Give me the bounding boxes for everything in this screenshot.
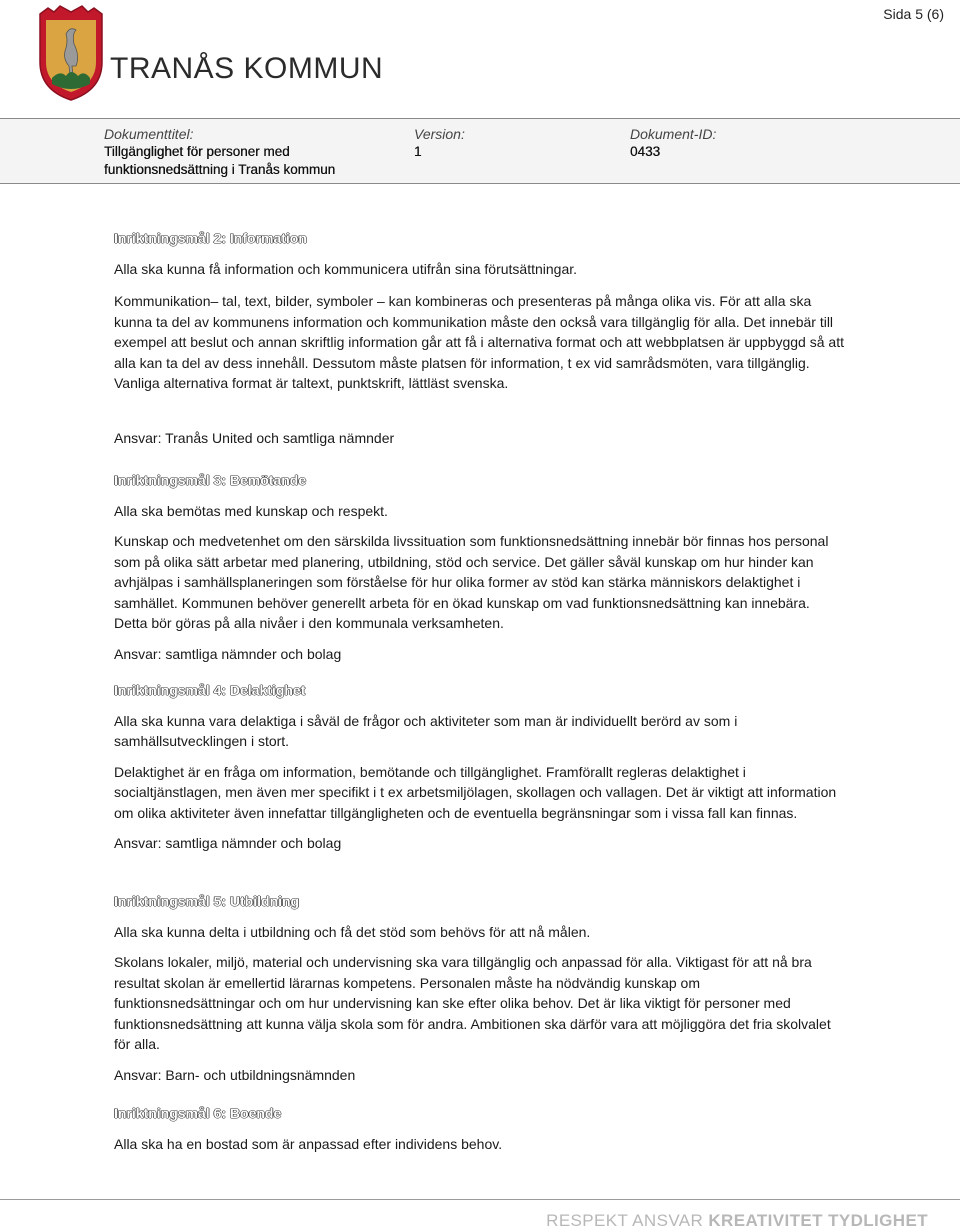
responsible-line: Ansvar: Barn- och utbildningsnämnden bbox=[114, 1066, 356, 1083]
section-4 bbox=[114, 680, 844, 854]
meta-title-block bbox=[104, 125, 404, 179]
section-heading: Inriktningsmål 2: Information bbox=[114, 230, 307, 246]
meta-id-value: 0433 bbox=[630, 144, 661, 159]
meta-version-value: 1 bbox=[414, 144, 422, 159]
paragraph: Skolans lokaler, miljö, material och undervisning ska vara tillgänglig och anpassad för alla. Viktigast för att nå bra resultat skolan är emellertid lärarnas kompetens. Personalen måste ha nödvändig kunskap om funktionsnedsättningar och om hur undervisning kan ske efter olika behov. Det är lika viktigt för personer med funktionsnedsättning att kunna välja skola som för andra. Ambitionen ska därför vara att möjliggöra det fria skolvalet för alla. bbox=[114, 954, 831, 1052]
footer-divider bbox=[0, 1199, 960, 1200]
responsible-line: Ansvar: Tranås United och samtliga nämnder bbox=[114, 430, 395, 446]
paragraph: Delaktighet är en fråga om information, bemötande och tillgänglighet. Framförallt regleras delaktighet i socialtjänstlagen, men även mer specifikt i t ex arbetsmiljölagen, skollagen och vallagen. Det är viktigt att information om olika aktiviteter även innefattar tillgängligheten och de eventuella begränsningar som i vissa fall kan finnas. bbox=[114, 763, 837, 821]
responsible-line: Ansvar: samtliga nämnder och bolag bbox=[114, 835, 342, 851]
motto-part-bold: KREATIVITET TYDLIGHET bbox=[708, 1211, 928, 1229]
section-3 bbox=[114, 470, 844, 664]
meta-version-block bbox=[414, 125, 614, 161]
paragraph: Alla ska bemötas med kunskap och respekt. bbox=[114, 502, 388, 519]
meta-id-label: Dokument-ID: bbox=[630, 126, 717, 142]
paragraph: Alla ska kunna delta i utbildning och få det stöd som behövs för att nå målen. bbox=[114, 923, 591, 940]
document-body bbox=[114, 228, 844, 394]
responsible-line-wrapper bbox=[114, 428, 844, 449]
meta-title-label: Dokumenttitel: bbox=[104, 126, 194, 142]
municipal-crest-logo bbox=[36, 4, 106, 102]
section-heading: Inriktningsmål 4: Delaktighet bbox=[114, 682, 306, 698]
motto-part-regular: RESPEKT ANSVAR bbox=[546, 1211, 704, 1229]
page-number: Sida 5 (6) bbox=[883, 6, 944, 22]
document-meta-bar bbox=[0, 118, 960, 184]
paragraph: Kunskap och medvetenhet om den särskilda livssituation som funktionsnedsättning innebär bör finnas hos personal som på olika sätt arbetar med planering, utbildning, stöd och service. Det gäller såväl kunskap om hur hinder kan avhjälpas i samhällsplaneringen som förståelse för hur olika former av stöd kan stärka människors delaktighet i samhället. Kommunen behöver generellt arbeta för en ökad kunskap om vad funktionsnedsättning kan innebära. Detta bör göras på alla nivåer i den kommunala verksamheten. bbox=[114, 533, 829, 631]
responsible-line: Ansvar: samtliga nämnder och bolag bbox=[114, 645, 342, 662]
paragraph: Alla ska kunna få information och kommunicera utifrån sina förutsättningar. bbox=[114, 260, 578, 277]
meta-title-value: Tillgänglighet för personer med funktionsnedsättning i Tranås kommun bbox=[104, 144, 336, 177]
paragraph: Kommunikation– tal, text, bilder, symboler – kan kombineras och presenteras på många olika vis. För att alla ska kunna ta del av kommunens information och kommunikation måste den också vara tillgänglig för alla. Det innebär till exempel att beslut och annan skriftlig information går att få i alternativa format och att webbplatsen är uppbyggd så att alla kan ta del av dess innehåll. Dessutom måste platsen för information, t ex vid samrådsmöten, vara tillgänglig. Vanliga alternativa format är taltext, punktskrift, lättläst svenska. bbox=[114, 293, 844, 391]
section-heading: Inriktningsmål 6: Boende bbox=[114, 1105, 282, 1121]
section-6 bbox=[114, 1103, 844, 1154]
meta-id-block bbox=[630, 125, 930, 161]
paragraph: Alla ska ha en bostad som är anpassad efter individens behov. bbox=[114, 1135, 503, 1152]
section-5 bbox=[114, 891, 844, 1085]
footer-motto bbox=[546, 1211, 928, 1229]
brand-name: TRANÅS KOMMUN bbox=[110, 52, 384, 85]
section-heading: Inriktningsmål 5: Utbildning bbox=[114, 893, 300, 909]
meta-version-label: Version: bbox=[414, 126, 465, 142]
paragraph: Alla ska kunna vara delaktiga i såväl de frågor och aktiviteter som man är individuellt berörd av som i samhällsutvecklingen i stort. bbox=[114, 712, 738, 749]
section-heading: Inriktningsmål 3: Bemötande bbox=[114, 472, 307, 488]
